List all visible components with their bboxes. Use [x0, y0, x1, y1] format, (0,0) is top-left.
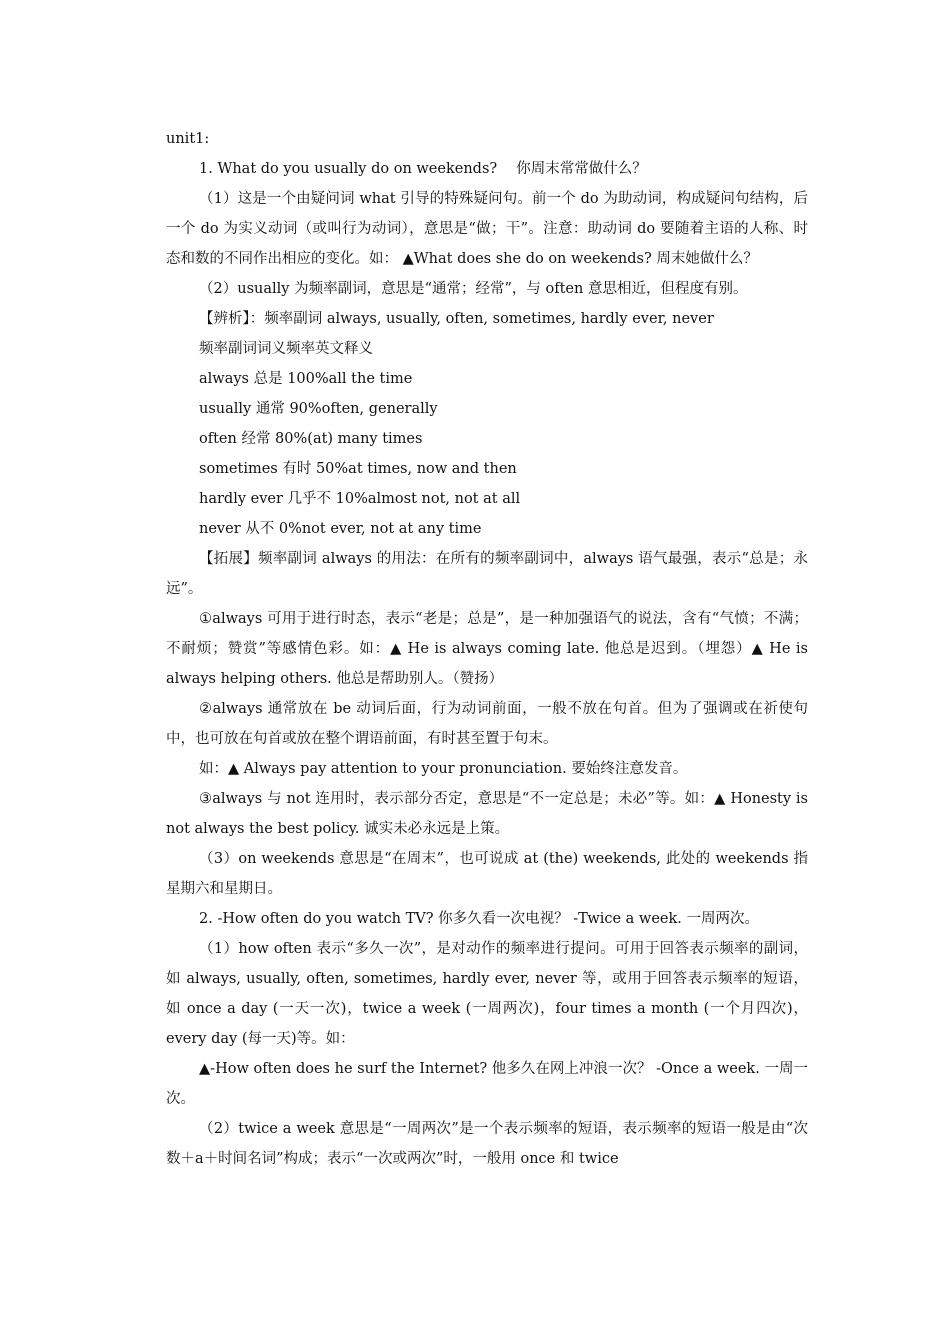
analysis-heading: 【辨析】：频率副词 always, usually, often, sometimes, hardly ever, never [199, 311, 714, 327]
extension-example: 如：▲ Always pay attention to your pronunciation. 要始终注意发音。 [199, 761, 688, 777]
frequency-table-header: 频率副词词义频率英文释义 [199, 341, 373, 357]
frequency-row-sometimes: sometimes 有时 50%at times, now and then [199, 461, 517, 477]
frequency-row-never: never 从不 0%not ever, not at any time [199, 521, 482, 537]
extension-point-1: ①always 可用于进行时态，表示“老是；总是”，是一种加强语气的说法，含有“气愤；不满；不耐烦；赞赏”等感情色彩。如：▲ He is always coming late. 他总是迟到。（埋怨）▲ He is always helping others. 他总是帮助别人。（赞扬） [166, 611, 808, 687]
frequency-row-hardly-ever: hardly ever 几乎不 10%almost not, not at all [199, 491, 521, 507]
unit-heading: unit1: [166, 131, 210, 147]
question-1: 1. What do you usually do on weekends? 你周末常常做什么？ [199, 161, 647, 177]
note-1-2: （2）usually 为频率副词，意思是“通常；经常”，与 often 意思相近，但程度有别。 [199, 281, 748, 297]
extension-heading: 【拓展】频率副词 always 的用法：在所有的频率副词中，always 语气最强，表示“总是；永远”。 [166, 551, 808, 597]
note-2-2: （2）twice a week 意思是“一周两次”是一个表示频率的短语，表示频率的短语一般是由“次数＋a＋时间名词”构成；表示“一次或两次”时，一般用 once 和 twice [166, 1121, 808, 1167]
frequency-row-always: always 总是 100%all the time [199, 371, 413, 387]
note-1-3: （3）on weekends 意思是“在周末”，也可说成 at (the) weekends, 此处的 weekends 指星期六和星期日。 [166, 851, 808, 897]
frequency-row-often: often 经常 80%(at) many times [199, 431, 423, 447]
document-page [166, 124, 808, 1174]
note-2-1: （1）how often 表示“多久一次”，是对动作的频率进行提问。可用于回答表示频率的副词，如 always, usually, often, sometimes, hardly ever, never 等，或用于回答表示频率的短语，如 once a day (一天一次)，twice a week (一周两次)，four times a month (一个月四次)，every day (每一天)等。如： [166, 941, 808, 1047]
extension-point-3: ③always 与 not 连用时，表示部分否定，意思是“不一定总是；未必”等。如：▲ Honesty is not always the best policy. 诚实未必永远是上策。 [166, 791, 808, 837]
question-2: 2. -How often do you watch TV? 你多久看一次电视？ -Twice a week. 一周两次。 [199, 911, 760, 927]
example-2-1: ▲-How often does he surf the Internet? 他多久在网上冲浪一次？ -Once a week. 一周一次。 [166, 1061, 808, 1107]
note-1-1: （1）这是一个由疑问词 what 引导的特殊疑问句。前一个 do 为助动词，构成疑问句结构，后一个 do 为实义动词（或叫行为动词），意思是“做；干”。注意：助动词 do 要随着主语的人称、时态和数的不同作出相应的变化。如： ▲What does she do on weekends? 周末她做什么？ [166, 191, 808, 267]
frequency-row-usually: usually 通常 90%often, generally [199, 401, 438, 417]
extension-point-2: ②always 通常放在 be 动词后面，行为动词前面，一般不放在句首。但为了强调或在祈使句中，也可放在句首或放在整个谓语前面，有时甚至置于句末。 [166, 701, 808, 747]
